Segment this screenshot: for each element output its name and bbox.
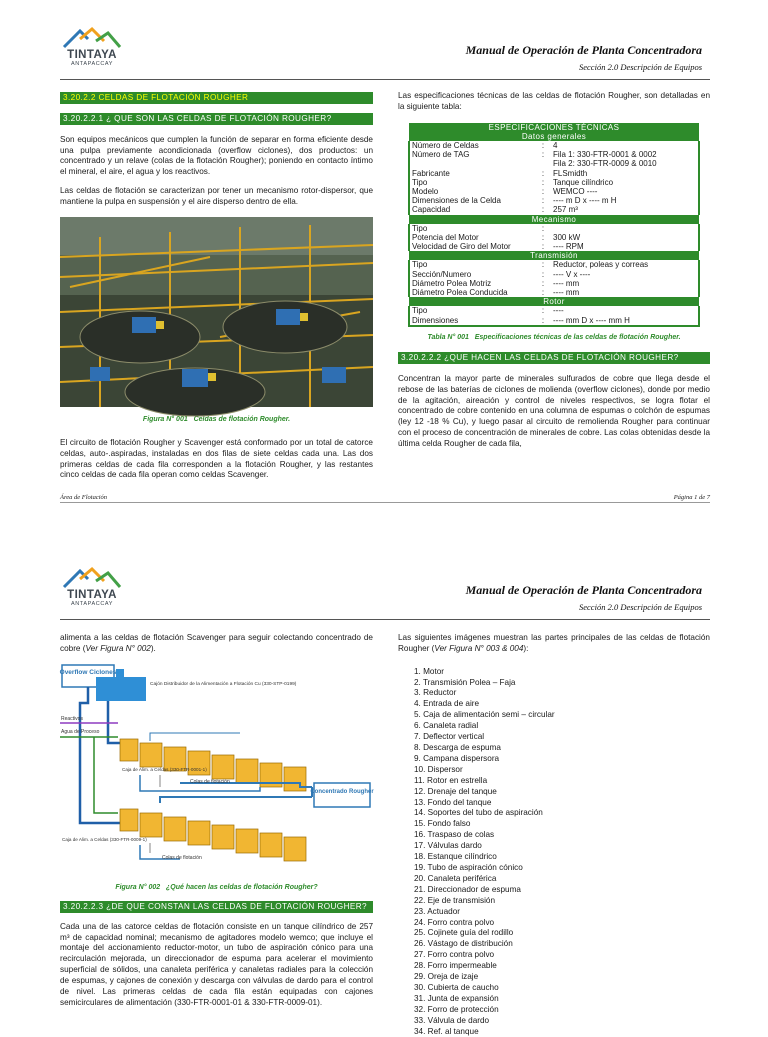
right-column xyxy=(398,633,710,1037)
diagram-colas1-label: Colas de flotación xyxy=(190,778,230,785)
spec-value: WEMCO ---- xyxy=(551,187,699,196)
list-item: 9. Campana dispersora xyxy=(414,753,500,763)
spec-label: Potencia del Motor xyxy=(409,233,535,242)
list-item: 18. Estanque cilíndrico xyxy=(414,852,497,862)
spec-label: Número de Celdas xyxy=(409,141,535,150)
spec-row xyxy=(409,196,699,205)
spec-colon: : xyxy=(535,205,551,214)
list-item: 32. Forro de protección xyxy=(414,1004,499,1014)
header-divider xyxy=(60,79,710,80)
list-item: 13. Fondo del tanque xyxy=(414,797,492,807)
spec-value: ---- xyxy=(551,306,699,315)
left-column xyxy=(60,92,373,481)
list-item: 14. Soportes del tubo de aspiración xyxy=(414,808,543,818)
list-item: 1. Motor xyxy=(414,666,445,676)
list-item: 34. Ref. al tanque xyxy=(414,1026,479,1036)
table-number: Tabla N° 001 xyxy=(427,333,469,341)
diagram-caja2-label: Caja de Alim. a Celdas (330-FTR-0009-1) xyxy=(62,836,147,842)
spec-row xyxy=(409,306,699,315)
diagram-overflow-label: Overflow Ciclones xyxy=(59,668,117,676)
spec-colon: : xyxy=(535,141,551,150)
spec-row xyxy=(409,159,699,168)
list-item: 15. Fondo falso xyxy=(414,819,471,829)
spec-row xyxy=(409,288,699,297)
spec-value: Fila 1: 330-FTR-0001 & 0002 xyxy=(551,150,699,159)
spec-row xyxy=(409,150,699,159)
list-item: 11. Rotor en estrella xyxy=(414,775,488,785)
paragraph-text: Las siguientes imágenes muestran las partes principales de las celdas de flotación Rougher ( xyxy=(398,633,710,653)
spec-label: Número de TAG xyxy=(409,150,535,159)
spec-colon: : xyxy=(535,187,551,196)
list-item: 17. Válvulas dardo xyxy=(414,841,482,851)
spec-group-row xyxy=(409,297,699,306)
spec-colon: : xyxy=(535,270,551,279)
spec-value: ---- m D x ---- m H xyxy=(551,196,699,205)
spec-group-row xyxy=(409,215,699,224)
page-1 xyxy=(0,0,768,512)
section-heading: 3.20.2.2 CELDAS DE FLOTACIÓN ROUGHER xyxy=(60,92,373,104)
page-2 xyxy=(0,540,768,1036)
footer-area: Área de Flotación xyxy=(60,494,108,501)
list-item: 6. Canaleta radial xyxy=(414,721,479,731)
list-item: 26. Vástago de distribución xyxy=(414,939,513,949)
spec-row xyxy=(409,224,699,233)
spec-colon: : xyxy=(535,288,551,297)
manual-title: Manual de Operación de Planta Concentradora xyxy=(465,583,702,597)
spec-value: Fila 2: 330-FTR-0009 & 0010 xyxy=(551,159,699,168)
section-title: Sección 2.0 Descripción de Equipos xyxy=(579,62,702,72)
header-divider xyxy=(60,619,710,620)
spec-row xyxy=(409,205,699,214)
spec-group-row xyxy=(409,132,699,141)
subsection-heading: 3.20.2.2.3 ¿DE QUE CONSTAN LAS CELDAS DE FLOTACIÓN ROUGHER? xyxy=(60,901,373,913)
spec-label: Velocidad de Giro del Motor xyxy=(409,242,535,251)
subsection-heading: 3.20.2.2.1 ¿ QUE SON LAS CELDAS DE FLOTACIÓN ROUGHER? xyxy=(60,113,373,125)
list-item: 5. Caja de alimentación semi – circular xyxy=(414,710,555,720)
mountain-logo-icon xyxy=(62,567,122,589)
tintaya-logo xyxy=(62,567,122,617)
spec-label: Modelo xyxy=(409,187,535,196)
spec-colon: : xyxy=(535,196,551,205)
spec-value: Tanque cilíndrico xyxy=(551,178,699,187)
list-item: 20. Canaleta periférica xyxy=(414,873,497,883)
spec-label: Tipo xyxy=(409,224,535,233)
spec-row xyxy=(409,233,699,242)
diagram-agua-label: Agua de Proceso xyxy=(61,728,100,735)
paragraph xyxy=(60,633,373,655)
list-item: 31. Junta de expansión xyxy=(414,993,499,1003)
figure-ref: Ver Figura N° 003 & 004 xyxy=(434,643,524,653)
spec-colon: : xyxy=(535,178,551,187)
diagram-colas2-label: Colas de flotación xyxy=(162,854,202,861)
mountain-logo-icon xyxy=(62,27,122,49)
paragraph: Las especificaciones técnicas de las celdas de flotación Rougher, son detalladas en la siguiente tabla: xyxy=(398,91,710,111)
spec-row xyxy=(409,141,699,150)
footer-divider xyxy=(60,502,710,503)
paragraph: Cada una de las catorce celdas de flotación consiste en un tanque cilíndrico de 257 m³ de capacidad nominal; mecanismo de agitadores modelo wemco; que incluye el montaje del accionamiento reductor-motor, un tubo de aspiración cónico para una recirculación mejorada, un direccionador de espuma para acelerar el movimiento superficial de sólidos, una canaleta periférica y canaletas radiales para la colección de espumas, y cajones de conexión y descarga con válvulas de dardo para el control de nivel. Las primeras celdas de cada fila están equipadas con cajones semicirculares de alimentación (330-FTR-0001-01 & 330-FTR-0009-01). xyxy=(60,921,373,1007)
paragraph: Son equipos mecánicos que cumplen la función de separar en forma eficiente desde una pulpa previamente acondicionada (overflow ciclones), dos productos: un concentrado y un relave (colas de la flotación Rougher); poniendo en contacto íntimo el mineral, el aire, el agua y los reactivos. xyxy=(60,134,373,177)
logo-sub: ANTAPACCAY xyxy=(70,61,114,67)
list-item: 33. Válvula de dardo xyxy=(414,1015,490,1025)
spec-row xyxy=(409,187,699,196)
spec-label: Tipo xyxy=(409,260,535,269)
spec-label xyxy=(409,159,535,168)
paragraph: Concentran la mayor parte de minerales sulfurados de cobre que llega desde el rebose de las baterías de ciclones de molienda (overflow ciclones), donde por medio de la agitación, aireación y control de niveles respectivos, se logra flotar el concentrado de cobre contenido en una columna de espumas o colchón de espumas (ley 12 -18 % Cu), y luego pasar al circuito de remolienda Rougher para continuar con el proceso de concentración de minerales de cobre. Las colas obtenidas desde la última celda Rougher de cada fila, xyxy=(398,373,710,448)
list-item: 29. Oreja de izaje xyxy=(414,972,479,982)
figure-caption xyxy=(60,883,373,892)
spec-value: ---- mm xyxy=(551,288,699,297)
spec-value: FLSmidth xyxy=(551,169,699,178)
figure-caption xyxy=(60,415,373,424)
spec-value: ---- V x ---- xyxy=(551,270,699,279)
figure-number: Figura N° 002 xyxy=(115,883,161,891)
spec-colon: : xyxy=(535,224,551,233)
right-column xyxy=(398,91,710,450)
manual-title: Manual de Operación de Planta Concentradora xyxy=(465,43,702,57)
list-item: 21. Direccionador de espuma xyxy=(414,884,521,894)
spec-colon: : xyxy=(535,306,551,315)
paragraph: Las celdas de flotación se caracterizan por tener un mecanismo rotor-dispersor, que mantiene la pulpa en suspensión y el aire disperso dentro de ella. xyxy=(60,186,373,206)
figure-text: Celdas de flotación Rougher. xyxy=(193,415,291,423)
list-item: 4. Entrada de aire xyxy=(414,699,480,709)
section-title: Sección 2.0 Descripción de Equipos xyxy=(579,602,702,612)
spec-colon: : xyxy=(535,242,551,251)
spec-row xyxy=(409,260,699,269)
spec-label: Diámetro Polea Conducida xyxy=(409,288,535,297)
spec-label: Fabricante xyxy=(409,169,535,178)
spec-value: ---- mm D x ---- mm H xyxy=(551,316,699,326)
diagram-conc-label: Concentrado Rougher xyxy=(310,788,374,795)
spec-label: Dimensiones xyxy=(409,316,535,326)
spec-value: ---- RPM xyxy=(551,242,699,251)
spec-value: Reductor, poleas y correas xyxy=(551,260,699,269)
table-text: Especificaciones técnicas de las celdas de flotación Rougher. xyxy=(474,333,681,341)
spec-colon: : xyxy=(535,150,551,159)
paragraph-end: ): xyxy=(523,643,529,653)
spec-colon: : xyxy=(535,316,551,326)
list-item: 25. Cojinete guía del rodillo xyxy=(414,928,514,938)
figure-text: ¿Qué hacen las celdas de flotación Rougher? xyxy=(165,883,318,891)
table-caption xyxy=(398,333,710,342)
spec-group-heading: Mecanismo xyxy=(409,215,699,224)
list-item: 27. Forro contra polvo xyxy=(414,950,495,960)
parts-list xyxy=(414,667,710,1037)
spec-value: 257 m³ xyxy=(551,205,699,214)
spec-group-row xyxy=(409,251,699,260)
spec-table xyxy=(408,123,700,327)
spec-group-heading: Rotor xyxy=(409,297,699,306)
left-column xyxy=(60,633,373,1008)
page-gap xyxy=(0,512,768,540)
paragraph: El circuito de flotación Rougher y Scavenger está conformado por un total de catorce celdas, auto-.aspiradas, instaladas en dos filas de siete celdas cada una. Las dos primeras celdas de cada fila corresponden a la flotación Rougher, y las restantes cinco celdas de cada fila operan como celdas Scavenger. xyxy=(60,437,373,480)
spec-row xyxy=(409,270,699,279)
spec-group-heading: Transmisión xyxy=(409,251,699,260)
spec-group-heading: Datos generales xyxy=(409,132,699,141)
spec-value: 4 xyxy=(551,141,699,150)
subsection-heading: 3.20.2.2.2 ¿QUE HACEN LAS CELDAS DE FLOTACIÓN ROUGHER? xyxy=(398,352,710,364)
spec-row xyxy=(409,316,699,326)
spec-row xyxy=(409,178,699,187)
list-item: 24. Forro contra polvo xyxy=(414,917,495,927)
spec-value xyxy=(551,224,699,233)
spec-value: 300 kW xyxy=(551,233,699,242)
logo-word: TINTAYA xyxy=(67,49,117,61)
list-item: 28. Forro impermeable xyxy=(414,961,497,971)
spec-label: Capacidad xyxy=(409,205,535,214)
list-item: 2. Transmisión Polea – Faja xyxy=(414,677,516,687)
spec-label: Diámetro Polea Motriz xyxy=(409,279,535,288)
flotation-cells-photo xyxy=(60,217,373,407)
spec-row xyxy=(409,279,699,288)
paragraph-end: ). xyxy=(150,643,156,653)
logo-word: TINTAYA xyxy=(67,589,117,601)
figure-ref: Ver Figura N° 002 xyxy=(85,643,151,653)
list-item: 22. Eje de transmisión xyxy=(414,895,496,905)
paragraph xyxy=(398,633,710,655)
figure-number: Figura N° 001 xyxy=(142,415,188,423)
diagram-cajon-label: Cajón Distribuidor de la Alimentación a Flotación Cu (330-STP-0199) xyxy=(150,681,297,687)
spec-label: Tipo xyxy=(409,306,535,315)
spec-row xyxy=(409,242,699,251)
list-item: 10. Dispersor xyxy=(414,764,463,774)
list-item: 16. Traspaso de colas xyxy=(414,830,495,840)
flow-diagram xyxy=(60,663,373,881)
list-item: 8. Descarga de espuma xyxy=(414,743,501,752)
spec-colon: : xyxy=(535,260,551,269)
spec-colon: : xyxy=(535,169,551,178)
list-item: 19. Tubo de aspiración cónico xyxy=(414,862,523,872)
diagram-caja1-label: Caja de Alim. a Celdas (330-FTR-0001-1) xyxy=(122,766,207,772)
spec-colon: : xyxy=(535,233,551,242)
spec-label: Sección/Numero xyxy=(409,270,535,279)
diagram-reactivos-label: Reactivos xyxy=(61,715,83,722)
footer-page: Página 1 de 7 xyxy=(673,494,710,501)
logo-sub: ANTAPACCAY xyxy=(70,601,114,607)
spec-colon xyxy=(535,159,551,168)
spec-colon: : xyxy=(535,279,551,288)
list-item: 3. Reductor xyxy=(414,688,457,698)
list-item: 30. Cubierta de caucho xyxy=(414,982,499,992)
spec-group-heading: ESPECIFICACIONES TÉCNICAS xyxy=(409,123,699,132)
spec-title-row xyxy=(409,123,699,132)
spec-value: ---- mm xyxy=(551,279,699,288)
list-item: 12. Drenaje del tanque xyxy=(414,786,497,796)
tintaya-logo xyxy=(62,27,122,77)
list-item: 23. Actuador xyxy=(414,906,460,916)
list-item: 7. Deflector vertical xyxy=(414,732,485,742)
paragraph-text: alimenta a las celdas de flotación Scavenger para seguir colectando concentrado de cobre ( xyxy=(60,633,373,653)
spec-label: Dimensiones de la Celda xyxy=(409,196,535,205)
spec-row xyxy=(409,169,699,178)
spec-label: Tipo xyxy=(409,178,535,187)
